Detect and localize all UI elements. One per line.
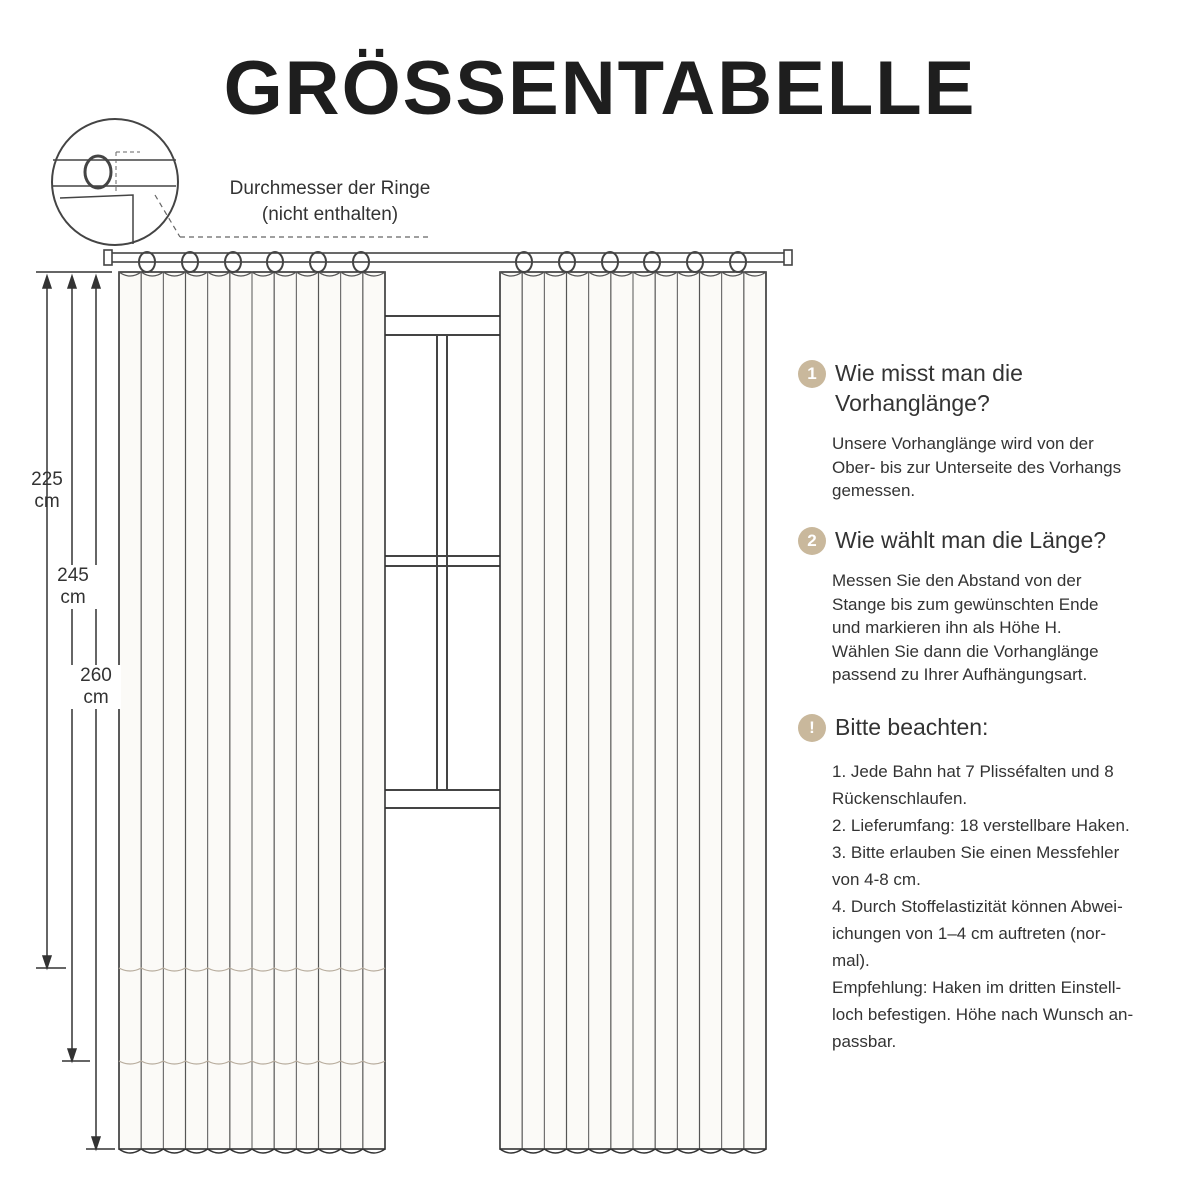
note-item: 3. Bitte erlauben Sie einen Messfehler xyxy=(832,843,1120,862)
section-title: Bitte beachten: xyxy=(835,714,989,740)
note-item: loch befestigen. Höhe nach Wunsch an- xyxy=(832,1005,1134,1024)
number-badge-icon: 1 xyxy=(798,360,826,388)
curtain-panels xyxy=(119,272,766,1153)
note-item: 4. Durch Stoffelastizität können Abwei- xyxy=(832,897,1123,916)
number-badge-icon: 2 xyxy=(798,527,826,555)
note-item: mal). xyxy=(832,951,870,970)
note-item: passbar. xyxy=(832,1032,897,1051)
measurement-245: 245 cm xyxy=(48,565,98,609)
section-choose xyxy=(798,525,1178,687)
ring-caption xyxy=(200,176,460,228)
ring-caption-line2: (nicht enthalten) xyxy=(261,204,399,225)
exclamation-icon: ! xyxy=(798,714,826,742)
page-title: GRÖSSENTABELLE xyxy=(223,46,977,131)
section-body: Unsere Vorhanglänge wird von der Ober- bis zur Unterseite des Vorhangs gemessen. xyxy=(832,434,1122,500)
measurement-260: 260 cm xyxy=(71,665,121,709)
ring-caption-line1: Durchmesser der Ringe xyxy=(229,178,431,199)
section-title: Wie wählt man die Länge? xyxy=(835,527,1107,553)
note-item: ichungen von 1–4 cm auftreten (nor- xyxy=(832,924,1107,943)
measurement-arrows xyxy=(36,272,115,1149)
section-body: Messen Sie den Abstand von der Stange bis zum gewünschten Ende und markieren ihn als Höhe H. Wählen Sie dann die Vorhanglänge passend zu Ihrer Aufhängungsart. xyxy=(832,571,1099,684)
section-measure xyxy=(798,358,1178,503)
note-item: 2. Lieferumfang: 18 verstellbare Haken. xyxy=(832,816,1130,835)
note-item: Empfehlung: Haken im dritten Einstell- xyxy=(832,978,1122,997)
window-frame xyxy=(385,316,500,808)
section-notes xyxy=(798,712,1178,1055)
section-title: Wie misst man die Vorhanglänge? xyxy=(835,360,1023,416)
measurement-225: 225 cm xyxy=(31,469,63,512)
note-item: 1. Jede Bahn hat 7 Plisséfalten und 8 xyxy=(832,762,1114,781)
note-item: Rückenschlaufen. xyxy=(832,789,968,808)
note-item: von 4-8 cm. xyxy=(832,870,921,889)
notes-list xyxy=(832,758,1178,1055)
